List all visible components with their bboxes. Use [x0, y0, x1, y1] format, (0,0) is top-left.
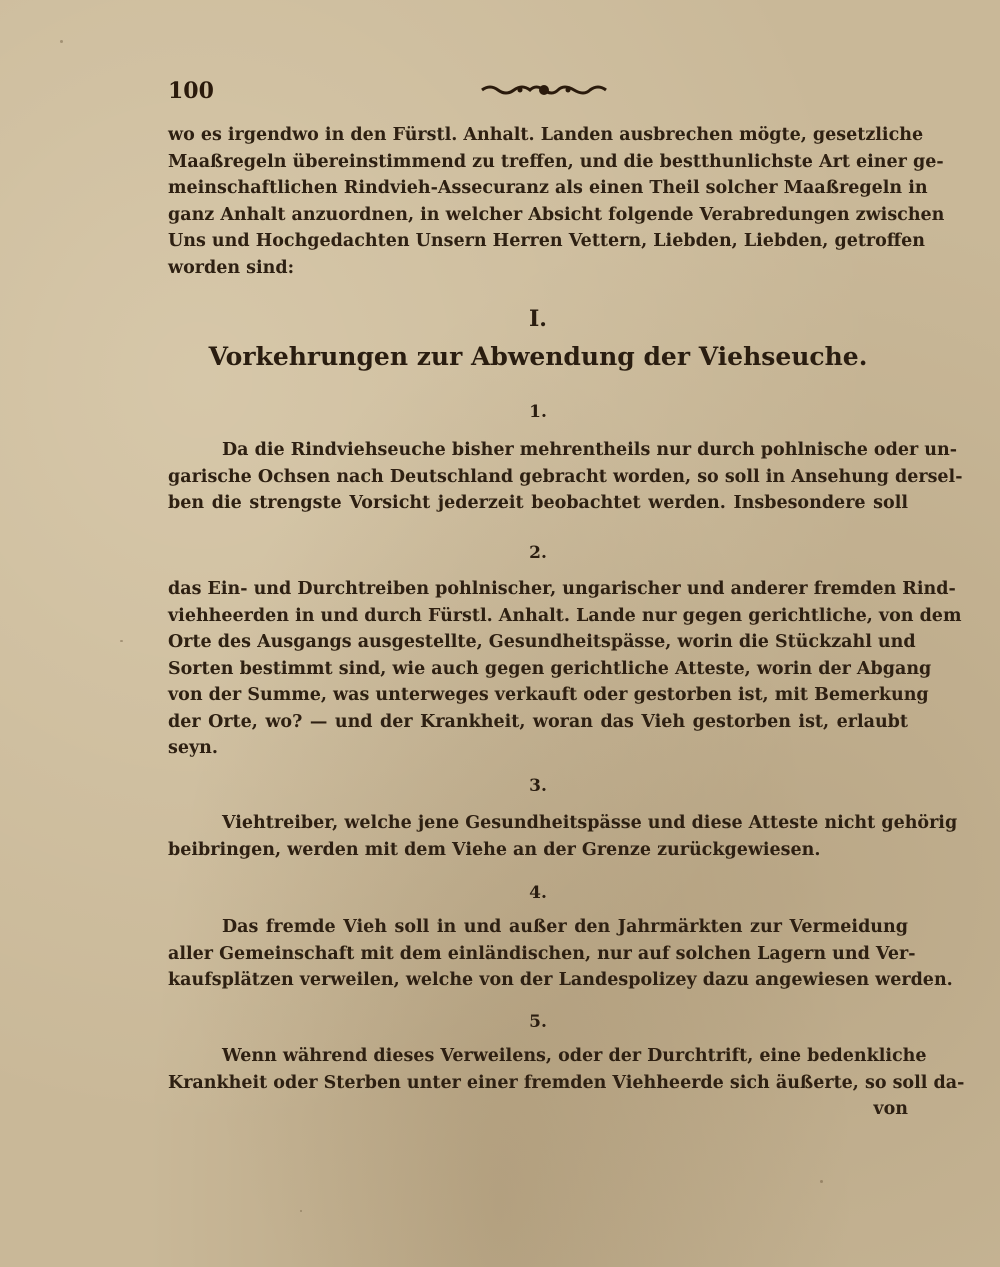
- text-line: garische Ochsen nach Deutschland gebracht worden, so soll in Ansehung dersel-: [168, 466, 963, 487]
- text-line: Das fremde Vieh soll in und außer den Jahrmärkten zur Vermeidung: [222, 917, 908, 937]
- paragraph-body: [168, 914, 953, 994]
- text-line: Uns und Hochgedachten Unsern Herren Vettern, Liebden, Liebden, getroffen: [168, 231, 926, 251]
- text-line: Maaßregeln übereinstimmend zu treffen, und die bestthunlichste Art einer ge-: [168, 151, 944, 172]
- paragraph-body: [168, 810, 958, 863]
- text-line: Viehtreiber, welche jene Gesundheitspässe und diese Atteste nicht gehörig: [222, 813, 958, 833]
- text-line: kaufsplätzen verweilen, welche von der Landespolizey dazu angewiesen werden.: [168, 970, 953, 990]
- text-line: ganz Anhalt anzuordnen, in welcher Absicht folgende Verabredungen zwischen: [168, 204, 945, 225]
- text-line: ben die strengste Vorsicht jederzeit beobachtet werden. Insbesondere soll: [168, 493, 908, 513]
- paragraph-body: [168, 437, 963, 517]
- paper-speck: [120, 640, 123, 642]
- header-ornament-icon: [480, 82, 608, 98]
- text-line: meinschaftlichen Rindvieh-Assecuranz als einen Theil solcher Maaßregeln in: [168, 178, 928, 198]
- catchword: von: [873, 1099, 908, 1119]
- paper-speck: [820, 1180, 823, 1183]
- text-line: das Ein- und Durchtreiben pohlnischer, ungarischer und anderer fremden Rind-: [168, 579, 956, 599]
- paragraph-body: [168, 576, 962, 762]
- paragraph-number: 3.: [529, 776, 547, 796]
- text-line: wo es irgendwo in den Fürstl. Anhalt. Landen ausbrechen mögte, gesetzliche: [168, 125, 924, 145]
- text-line: viehheerden in und durch Fürstl. Anhalt. Lande nur gegen gerichtliche, von dem: [168, 605, 962, 626]
- text-line: der Orte, wo? — und der Krankheit, woran das Vieh gestorben ist, erlaubt: [168, 711, 908, 732]
- text-line: worden sind:: [168, 257, 295, 278]
- text-line: beibringen, werden mit dem Viehe an der Grenze zurückgewiesen.: [168, 839, 821, 860]
- text-line: Orte des Ausgangs ausgestellte, Gesundheitspässe, worin die Stückzahl und: [168, 632, 916, 652]
- paragraph-number: 2.: [529, 543, 547, 563]
- paper-speck: [60, 40, 63, 43]
- paragraph-number: 5.: [529, 1012, 547, 1032]
- text-line: Krankheit oder Sterben unter einer fremden Viehheerde sich äußerte, so soll da-: [168, 1072, 965, 1093]
- paragraph-number: 4.: [529, 883, 547, 903]
- section-number: I.: [529, 306, 547, 332]
- text-line: Da die Rindviehseuche bisher mehrentheils nur durch pohlnische oder un-: [222, 440, 957, 460]
- paragraph-body: [168, 1043, 965, 1123]
- text-line: seyn.: [168, 738, 218, 758]
- text-line: Wenn während dieses Verweilens, oder der Durchtrift, eine bedenkliche: [222, 1046, 927, 1066]
- intro-paragraph: [168, 122, 945, 281]
- text-line: aller Gemeinschaft mit dem einländischen, nur auf solchen Lagern und Ver-: [168, 943, 916, 964]
- paragraph-number: 1.: [529, 402, 547, 422]
- text-line: von der Summe, was unterweges verkauft oder gestorben ist, mit Bemerkung: [168, 685, 929, 705]
- paper-speck: [300, 1210, 302, 1212]
- page-number: 100: [168, 78, 214, 104]
- text-line: Sorten bestimmt sind, wie auch gegen gerichtliche Atteste, worin der Abgang: [168, 658, 932, 679]
- section-heading: Vorkehrungen zur Abwendung der Viehseuche.: [208, 342, 868, 371]
